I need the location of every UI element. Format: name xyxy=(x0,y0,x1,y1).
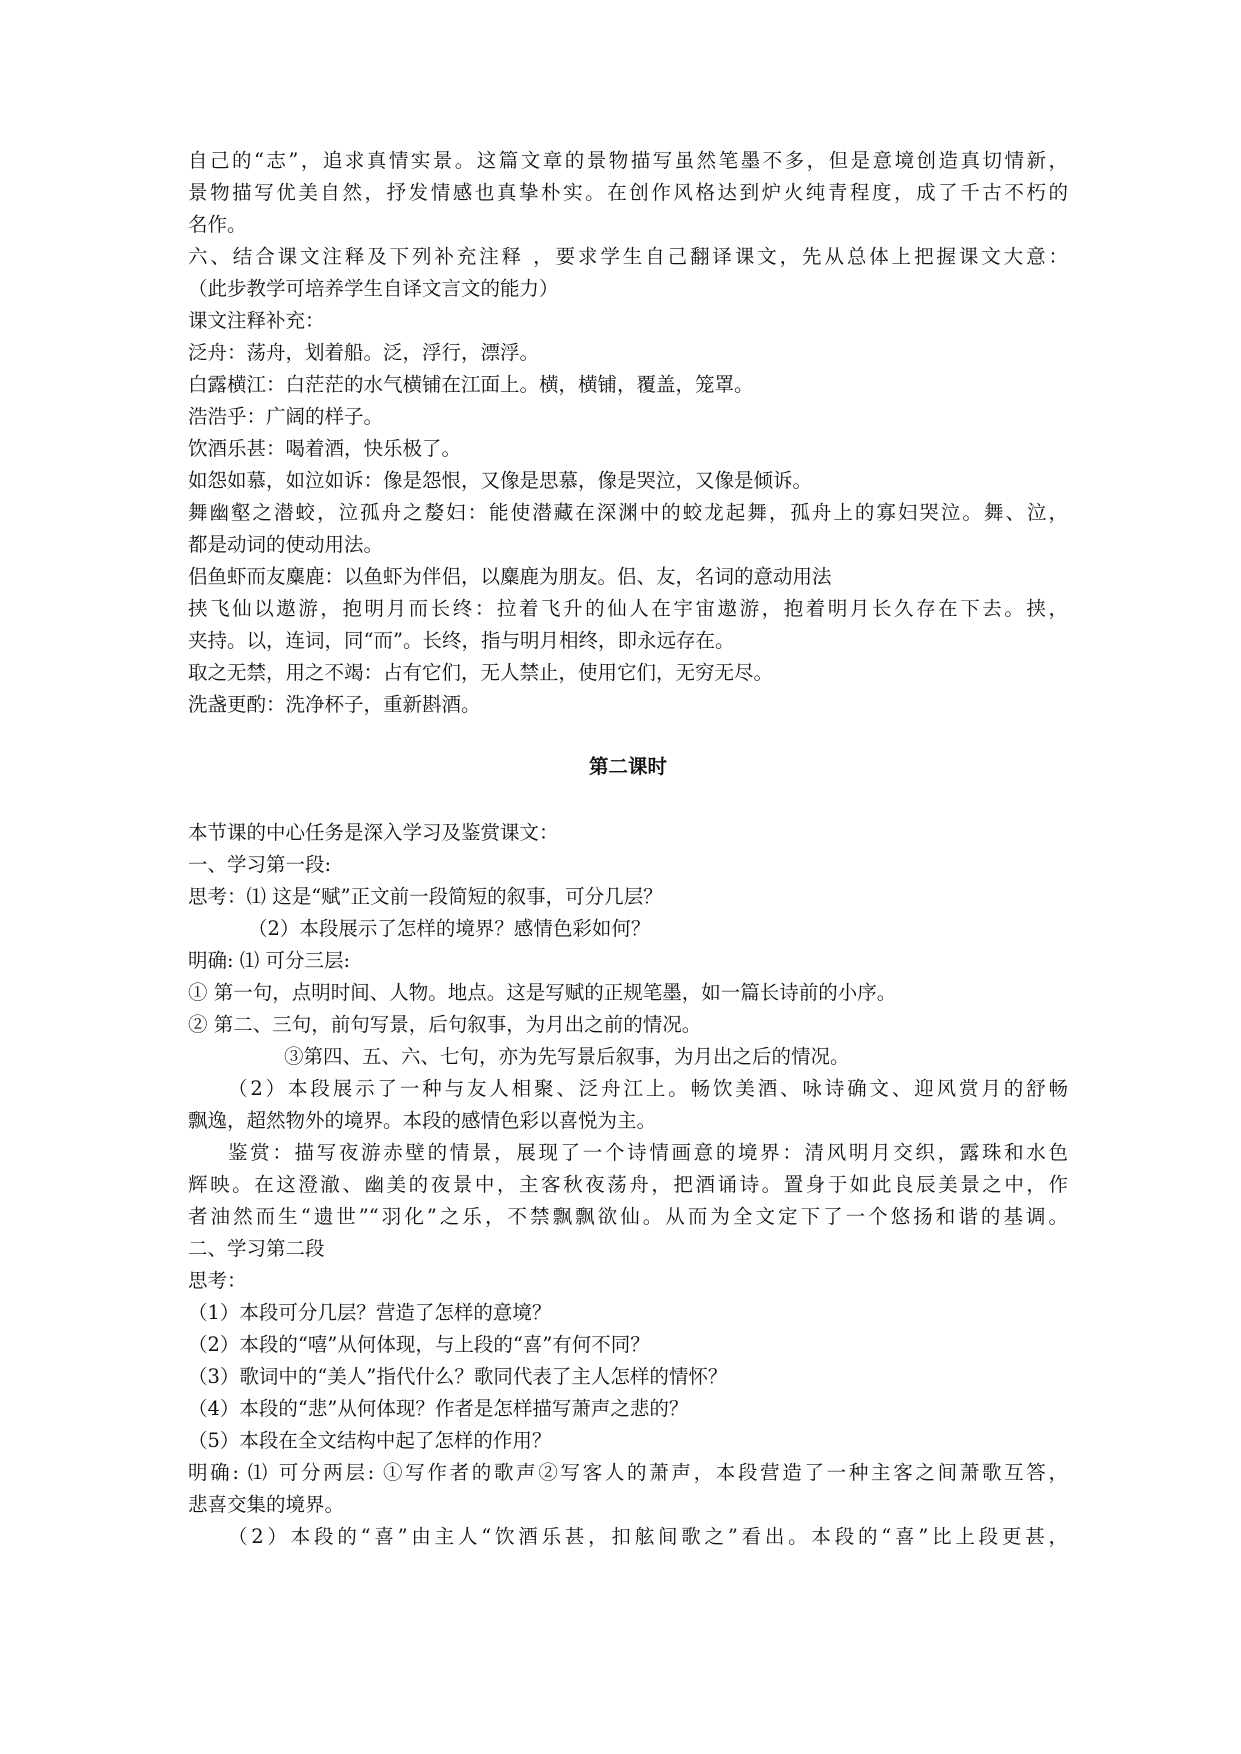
document-page xyxy=(188,145,1068,1553)
note-item: 洗盏更酌：洗净杯子，重新斟酒。 xyxy=(188,693,481,716)
question-item: （5）本段在全文结构中起了怎样的作用？ xyxy=(188,1429,552,1452)
think-label: 思考： xyxy=(188,1269,247,1292)
section-one-title: 一、学习第一段: xyxy=(188,853,332,876)
question-line: 思考：⑴ 这是“赋”正文前一段简短的叙事，可分几层？ xyxy=(188,885,663,908)
question-item: （3）歌词中的“美人”指代什么？歌同代表了主人怎样的情怀？ xyxy=(188,1365,728,1388)
text-line: 自己的“志”，追求真情实景。这篇文章的景物描写虽然笔墨不多，但是意境创造真切情新， xyxy=(188,149,1068,172)
note-item: 饮酒乐甚：喝着酒，快乐极了。 xyxy=(188,437,462,460)
text-line: 明确: ⑴ 可分两层: ①写作者的歌声②写客人的萧声，本段营造了一种主客之间萧歌互答， xyxy=(188,1461,1068,1484)
answer-item: ② 第二、三句，前句写景，后句叙事，为月出之前的情况。 xyxy=(188,1013,702,1036)
text-line: 悲喜交集的境界。 xyxy=(188,1493,345,1516)
text-line: 景物描写优美自然，抒发情感也真挚朴实。在创作风格达到炉火纯青程度，成了千古不朽的 xyxy=(188,181,1068,204)
text-line: 名作。 xyxy=(188,213,247,236)
text-line: （2）本段的“喜”由主人“饮酒乐甚，扣舷间歌之”看出。本段的“喜”比上段更甚， xyxy=(228,1525,1068,1548)
question-list xyxy=(188,1297,1068,1457)
answer-paragraph xyxy=(188,1073,1068,1137)
lesson-two-heading: 第二课时 xyxy=(588,755,667,778)
text-line: 飘逸，超然物外的境界。本段的感情色彩以喜悦为主。 xyxy=(188,1109,657,1132)
answer-item: ③第四、五、六、七句，亦为先写景后叙事，为月出之后的情况。 xyxy=(284,1045,850,1068)
question-item: （4）本段的“悲”从何体现？作者是怎样描写萧声之悲的？ xyxy=(188,1397,689,1420)
note-item: 浩浩乎：广阔的样子。 xyxy=(188,405,384,428)
notes-title: 课文注释补充： xyxy=(188,309,325,332)
text-line: （2）本段展示了一种与友人相聚、泛舟江上。畅饮美酒、咏诗确文、迎风赏月的舒畅 xyxy=(228,1077,1068,1100)
note-item: 侣鱼虾而友麋鹿：以鱼虾为伴侣，以麋鹿为朋友。侣、友，名词的意动用法 xyxy=(188,565,832,588)
text-line: 鉴赏：描写夜游赤壁的情景，展现了一个诗情画意的境界：清风明月交织，露珠和水色 xyxy=(228,1141,1068,1164)
section-two-title: 二、学习第二段 xyxy=(188,1237,325,1260)
question-item: （2）本段的“嘻”从何体现，与上段的“喜”有何不同？ xyxy=(188,1333,650,1356)
note-item: 如怨如慕，如泣如诉：像是怨恨，又像是思慕，像是哭泣，又像是倾诉。 xyxy=(188,469,813,492)
lesson-task: 本节课的中心任务是深入学习及鉴赏课文： xyxy=(188,821,559,844)
answer-paragraph xyxy=(188,1457,1068,1521)
text-line: 者油然而生“遗世”“羽化”之乐，不禁飘飘欲仙。从而为全文定下了一个悠扬和谐的基调。 xyxy=(188,1205,1068,1228)
text-line: 辉映。在这澄澈、幽美的夜景中，主客秋夜荡舟，把酒诵诗。置身于如此良辰美景之中，作 xyxy=(188,1173,1068,1196)
question-line: （2）本段展示了怎样的境界？感情色彩如何？ xyxy=(248,917,651,940)
answer-title: 明确: ⑴ 可分三层: xyxy=(188,949,351,972)
note-item: 舞幽壑之潜蛟，泣孤舟之嫠妇：能使潜藏在深渊中的蛟龙起舞，孤舟上的寡妇哭泣。舞、泣， xyxy=(188,501,1068,524)
note-item: 取之无禁，用之不竭：占有它们，无人禁止，使用它们，无穷无尽。 xyxy=(188,661,774,684)
notes-list xyxy=(188,337,1068,721)
note-item: 白露横江：白茫茫的水气横铺在江面上。横，横铺，覆盖，笼罩。 xyxy=(188,373,754,396)
answer-item: ① 第一句，点明时间、人物。地点。这是写赋的正规笔墨，如一篇长诗前的小序。 xyxy=(188,981,897,1004)
note-item: 夹持。以，连词，同“而”。长终，指与明月相终，即永远存在。 xyxy=(188,629,735,652)
note-item: 泛舟：荡舟，划着船。泛，浮行，漂浮。 xyxy=(188,341,540,364)
note-item: 挟飞仙以遨游，抱明月而长终：拉着飞升的仙人在宇宙遨游，抱着明月长久存在下去。挟， xyxy=(188,597,1068,620)
section-six-note: （此步教学可培养学生自译文言文的能力） xyxy=(188,277,559,300)
question-item: （1）本段可分几层？营造了怎样的意境？ xyxy=(188,1301,552,1324)
intro-paragraph xyxy=(188,145,1068,241)
appreciation-paragraph xyxy=(188,1137,1068,1233)
note-item: 都是动词的使动用法。 xyxy=(188,533,384,556)
section-six-title: 六、结合课文注释及下列补充注释 ，要求学生自己翻译课文，先从总体上把握课文大意： xyxy=(188,245,1068,268)
